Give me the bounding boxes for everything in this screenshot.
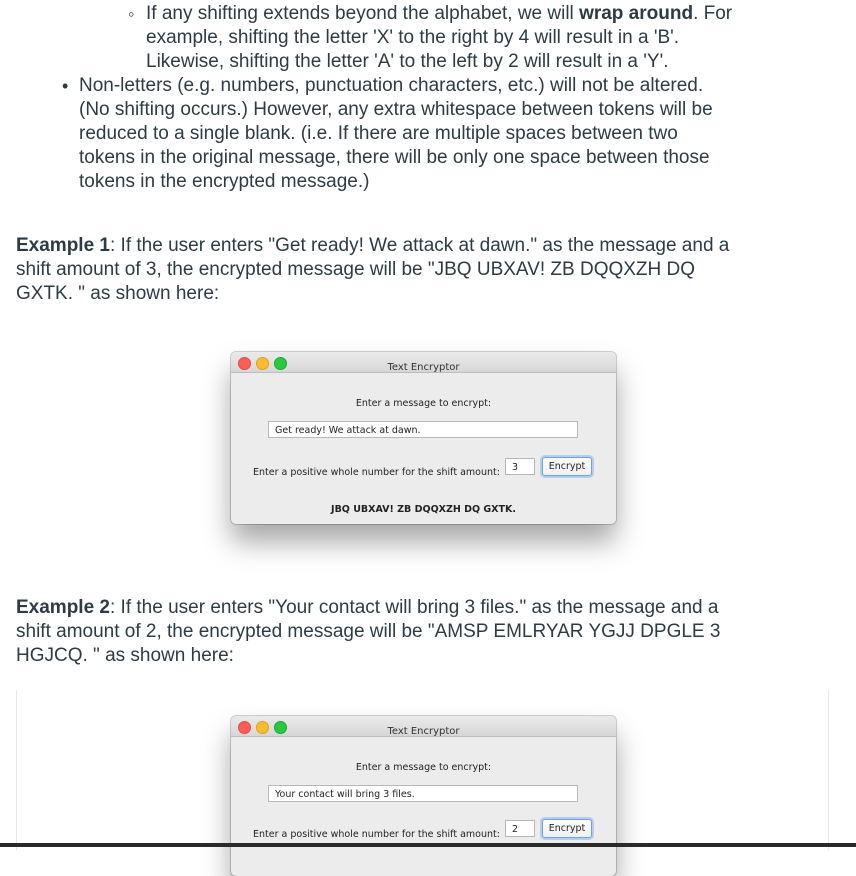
example2-text1: : If the user enters "Your contact will bring 3 files." as the message and a <box>110 597 719 618</box>
window-title: Text Encryptor <box>387 362 460 373</box>
encrypt-button: Encrypt <box>542 819 592 838</box>
bullet-nonletters-line2: (No shifting occurs.) However, any extra whitespace between tokens will be <box>79 99 713 120</box>
sub-bullet-wrap-line3: Likewise, shifting the letter 'A' to the left by 2 will result in a 'Y'. <box>146 51 669 72</box>
example2-label: Example 2 <box>16 597 110 618</box>
bullet-nonletters-line3: reduced to a single blank. (i.e. If there are multiple spaces between two <box>79 123 678 144</box>
example2-line3: HGJCQ. " as shown here: <box>16 645 234 666</box>
sub-bullet-wrap-line1 <box>146 2 732 26</box>
sub-bullet-wrap-line2: example, shifting the letter 'X' to the right by 4 will result in a 'B'. <box>146 27 680 48</box>
message-input: Your contact will bring 3 files. <box>268 785 578 802</box>
bottom-edge-bar <box>0 843 856 847</box>
example1-label: Example 1 <box>16 235 110 256</box>
example2-screenshot-window <box>231 716 616 876</box>
encrypt-button: Encrypt <box>542 457 592 476</box>
window-title: Text Encryptor <box>387 726 460 737</box>
shift-amount-input: 2 <box>505 820 535 837</box>
example2-line1 <box>16 596 846 620</box>
encrypt-prompt: Enter a message to encrypt: <box>355 762 492 773</box>
wrap-around-bold: wrap around <box>579 3 694 24</box>
example1-text1: : If the user enters "Get ready! We attack at dawn." as the message and a <box>110 235 730 256</box>
window-titlebar <box>231 716 616 737</box>
bullet-nonletters-line1: • Non-letters (e.g. numbers, punctuation characters, etc.) will not be altered. <box>79 74 703 98</box>
shift-amount-label: Enter a positive whole number for the shift amount: <box>253 829 500 840</box>
bullet-nonletters-line5: tokens in the encrypted message.) <box>79 171 370 192</box>
shift-amount-input: 3 <box>505 458 535 475</box>
shift-amount-label: Enter a positive whole number for the shift amount: <box>253 467 500 478</box>
window-titlebar <box>231 352 616 373</box>
bullet-nonletters-line4: tokens in the original message, there will be only one space between those <box>79 147 710 168</box>
example2-line2: shift amount of 2, the encrypted message will be "AMSP EMLRYAR YGJJ DPGLE 3 <box>16 621 721 642</box>
encrypted-result: JBQ UBXAV! ZB DQQXZH DQ GXTK. <box>331 504 516 515</box>
encrypt-prompt: Enter a message to encrypt: <box>355 398 492 409</box>
example1-line3: GXTK. " as shown here: <box>16 283 220 304</box>
message-input: Get ready! We attack at dawn. <box>268 421 578 438</box>
wrap-text-pre: If any shifting extends beyond the alphabet, we will <box>146 3 580 24</box>
example1-line2: shift amount of 3, the encrypted message will be "JBQ UBXAV! ZB DQQXZH DQ <box>16 259 696 280</box>
example1-screenshot-window <box>231 352 616 524</box>
example1-line1 <box>16 234 846 258</box>
wrap-text-post: . For <box>693 3 733 24</box>
